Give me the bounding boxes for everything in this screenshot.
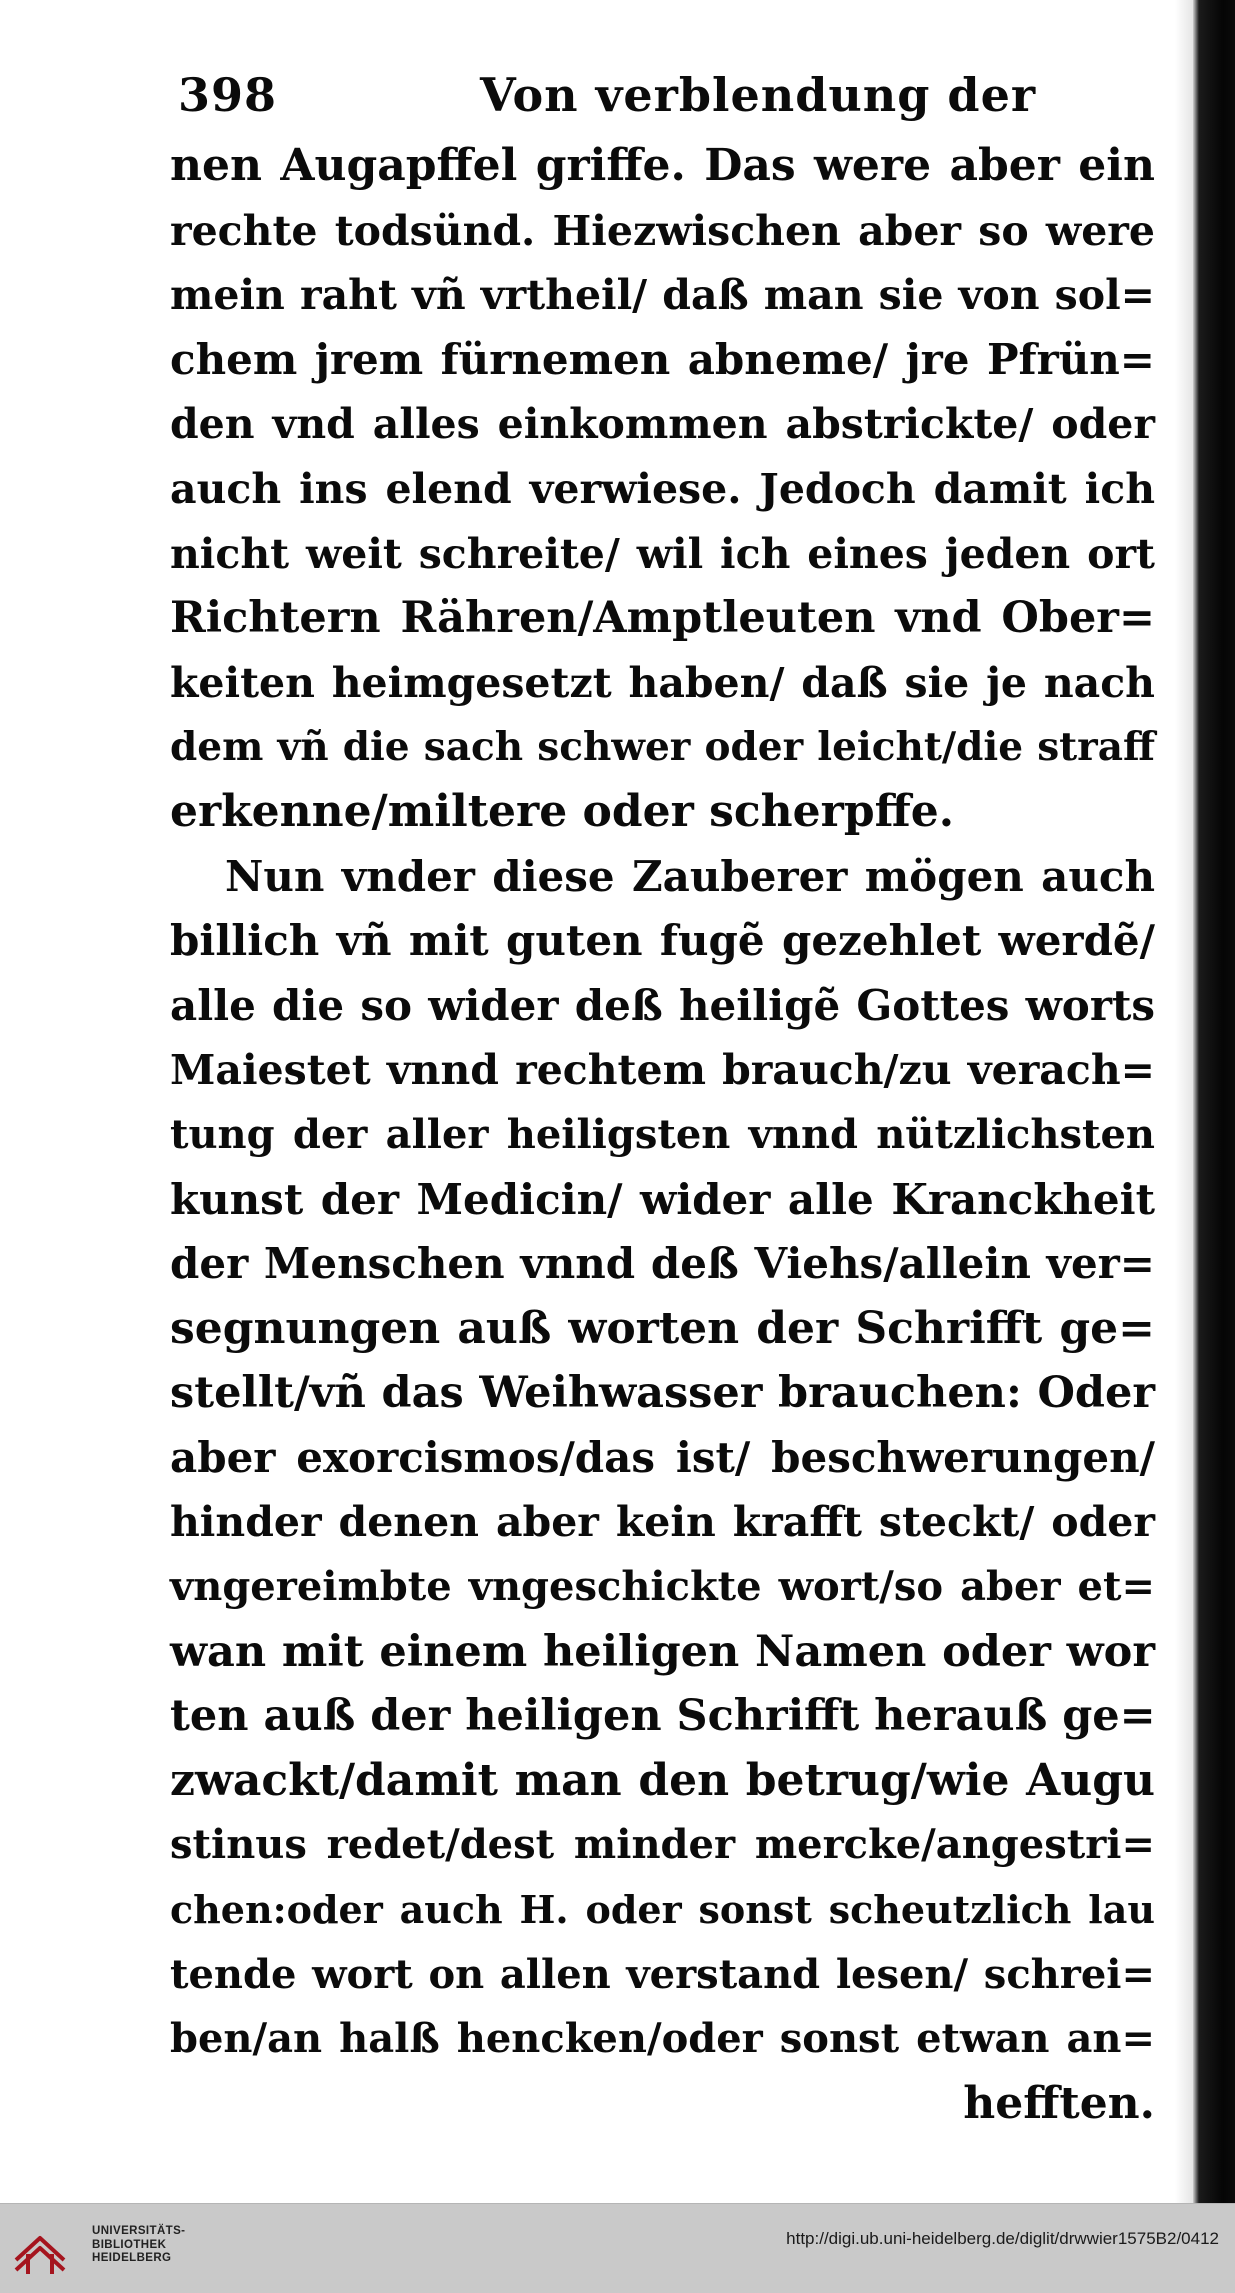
text-line: rechte todsünd. Hiezwischen aber so were	[170, 206, 1155, 255]
text-line: stinus redet/dest minder mercke/angestri=	[170, 1821, 1155, 1869]
text-line: erkenne/miltere oder scherpffe.	[170, 785, 955, 837]
text-line: tung der aller heiligsten vnnd nützlichsten	[170, 1110, 1155, 1158]
text-line: billich vñ mit guten fugẽ gezehlet werdẽ/	[170, 916, 1155, 966]
running-head: Von verblendung der	[480, 68, 1037, 122]
text-line: auch ins elend verwiese. Jedoch damit ich	[170, 464, 1155, 513]
text-line: dem vñ die sach schwer oder leicht/die straff	[170, 724, 1155, 771]
university-library-logo-icon[interactable]	[10, 2224, 70, 2280]
text-line: stellt/vñ das Weihwasser brauchen: Oder	[170, 1368, 1155, 1419]
catchword: hefften.	[963, 2077, 1155, 2129]
text-line: tende wort on allen verstand lesen/ schrei=	[170, 1950, 1155, 1998]
text-block	[170, 56, 1170, 2136]
text-line: der Menschen vnnd deß Viehs/allein ver=	[170, 1239, 1155, 1289]
text-line-paragraph-start: Nun vnder diese Zauberer mögen auch	[225, 851, 1155, 901]
text-line: zwackt/damit man den betrug/wie Augu	[170, 1754, 1155, 1806]
text-line: den vnd alles einkommen abstrickte/ oder	[170, 400, 1155, 449]
institution-line: HEIDELBERG	[92, 2252, 172, 2264]
text-line: Maiestet vnnd rechtem brauch/zu verach=	[170, 1046, 1155, 1095]
text-line: mein raht vñ vrtheil/ daß man sie von sol=	[170, 271, 1155, 320]
text-line: hinder denen aber kein krafft steckt/ oder	[170, 1498, 1155, 1547]
page-edge-shadow	[1193, 0, 1235, 2203]
viewer-footer	[0, 2203, 1235, 2293]
page-number: 398	[178, 68, 278, 122]
institution-line: UNIVERSITÄTS-	[92, 2225, 186, 2237]
page-header	[170, 56, 1170, 134]
institution-line: BIBLIOTHEK	[92, 2238, 167, 2251]
text-line: chem jrem fürnemen abneme/ jre Pfrün=	[170, 334, 1155, 384]
text-line: segnungen auß worten der Schrifft ge=	[170, 1302, 1155, 1354]
text-line: ben/an halß hencken/oder sonst etwan an=	[170, 2015, 1155, 2063]
body-text	[170, 134, 1170, 2136]
text-line: kunst der Medicin/ wider alle Kranckheit	[170, 1174, 1155, 1224]
text-line: vngereimbte vngeschickte wort/so aber et=	[170, 1563, 1155, 1611]
text-line: alle die so wider deß heiligẽ Gottes worts	[170, 980, 1155, 1030]
text-line: nicht weit schreite/ wil ich eines jeden ort	[170, 529, 1155, 578]
text-line: wan mit einem heiligen Namen oder wor	[170, 1626, 1155, 1677]
text-line: ten auß der heiligen Schrifft herauß ge=	[170, 1691, 1156, 1742]
text-line: chen:oder auch H. oder sonst scheutzlich lau	[170, 1887, 1155, 1933]
text-line: Richtern Rähren/Amptleuten vnd Ober=	[170, 593, 1155, 644]
institution-name	[92, 2225, 185, 2266]
text-line: keiten heimgesetzt haben/ daß sie je nach	[170, 658, 1155, 707]
text-line: nen Augapffel griffe. Das were aber ein	[170, 140, 1155, 191]
text-line: aber exorcismos/das ist/ beschwerungen/	[170, 1432, 1155, 1482]
permalink-url[interactable]: http://digi.ub.uni-heidelberg.de/diglit/drwwier1575B2/0412	[786, 2229, 1219, 2248]
